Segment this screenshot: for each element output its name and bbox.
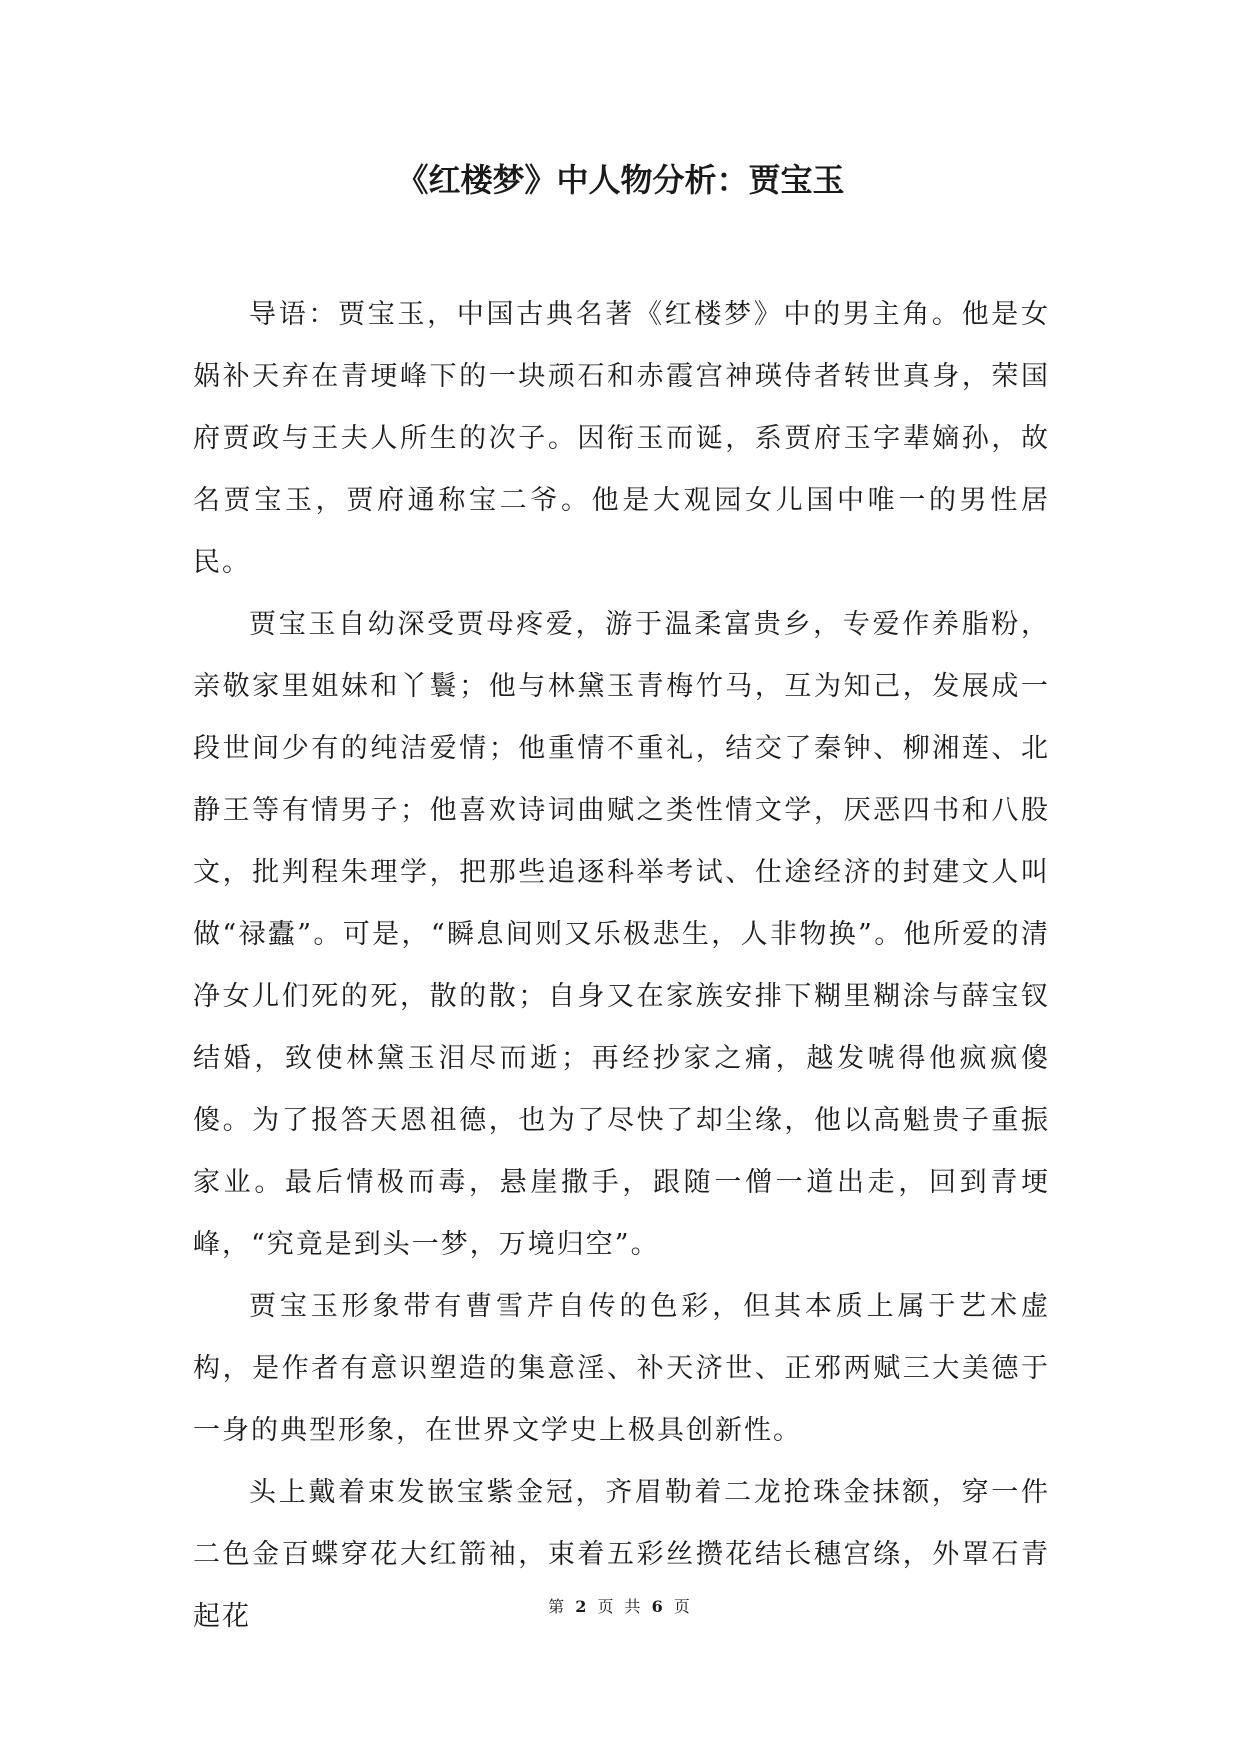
total-pages-number: 6 <box>651 1597 666 1616</box>
footer-middle: 页 共 <box>597 1597 644 1616</box>
paragraph-appearance: 头上戴着束发嵌宝紫金冠，齐眉勒着二龙抢珠金抹额，穿一件二色金百蝶穿花大红箭袖，束着五彩丝攒花结长穗宫绦，外罩石青起花 <box>193 1477 1050 1632</box>
footer-prefix: 第 <box>548 1597 568 1616</box>
document-title: 《红楼梦》中人物分析：贾宝玉 <box>396 161 845 199</box>
paragraph-intro: 导语：贾宝玉，中国古典名著《红楼梦》中的男主角。他是女娲补天弃在青埂峰下的一块顽石和赤霞宫神瑛侍者转世真身，荣国府贾政与王夫人所生的次子。因衔玉而诞，系贾府玉字辈嫡孙，故名贾宝玉，贾府通称宝二爷。他是大观园女儿国中唯一的男性居民。 <box>193 299 1050 578</box>
paragraph-significance: 贾宝玉形象带有曹雪芹自传的色彩，但其本质上属于艺术虚构，是作者有意识塑造的集意淫、补天济世、正邪两赋三大美德于一身的典型形象，在世界文学史上极具创新性。 <box>193 1291 1050 1446</box>
footer-suffix: 页 <box>673 1597 693 1616</box>
current-page-number: 2 <box>575 1597 590 1616</box>
page-footer <box>0 1597 1241 1617</box>
document-body <box>193 284 1050 1648</box>
paragraph-biography: 贾宝玉自幼深受贾母疼爱，游于温柔富贵乡，专爱作养脂粉，亲敬家里姐妹和丫鬟；他与林黛玉青梅竹马，互为知己，发展成一段世间少有的纯洁爱情；他重情不重礼，结交了秦钟、柳湘莲、北静王等有情男子；他喜欢诗词曲赋之类性情文学，厌恶四书和八股文，批判程朱理学，把那些追逐科举考试、仕途经济的封建文人叫做“禄蠹”。可是，“瞬息间则又乐极悲生，人非物换”。他所爱的清净女儿们死的死，散的散；自身又在家族安排下糊里糊涂与薛宝钗结婚，致使林黛玉泪尽而逝；再经抄家之痛，越发唬得他疯疯傻傻。为了报答天恩祖德，也为了尽快了却尘缘，他以高魁贵子重振家业。最后情极而毒，悬崖撒手，跟随一僧一道出走，回到青埂峰，“究竟是到头一梦，万境归空”。 <box>193 609 1050 1260</box>
